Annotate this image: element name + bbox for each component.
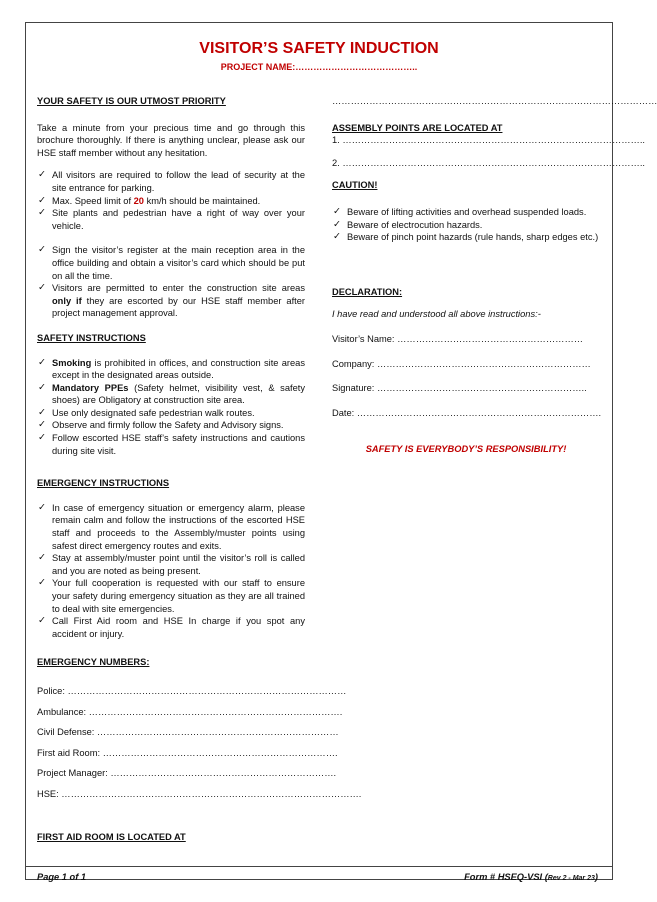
visitor-rules-list	[37, 244, 305, 320]
company-field: Company: ……………………………………………………………	[332, 358, 591, 369]
check-icon: ✓	[38, 381, 46, 393]
list-item: ✓ Follow escorted HSE staff’s safety instructions and cautions during site visit.	[38, 432, 305, 456]
general-rules-list	[37, 169, 305, 232]
check-icon: ✓	[38, 552, 46, 564]
form-number: Form # HSEQ-VSI (Rev 2 - Mar 23)	[464, 872, 598, 882]
visitor-name-field: Visitor’s Name: ……………………………………………………	[332, 333, 584, 344]
right-column	[332, 95, 657, 456]
list-item: ✓ Use only designated safe pedestrian walk routes.	[38, 406, 255, 418]
check-icon: ✓	[38, 169, 46, 181]
assembly-heading: ASSEMBLY POINTS ARE LOCATED AT	[332, 122, 503, 133]
check-icon: ✓	[38, 207, 46, 219]
numbers-heading: EMERGENCY NUMBERS:	[37, 657, 150, 668]
police-field: Police: ………………………………………………………………………………	[37, 685, 347, 696]
safety-heading: SAFETY INSTRUCTIONS	[37, 332, 146, 343]
check-icon: ✓	[38, 194, 46, 206]
list-item: ✓ Stay at assembly/muster point until the visitor’s roll is called and you are noted as being present.	[38, 552, 305, 576]
list-item: ✓ Beware of lifting activities and overhead suspended loads.	[333, 205, 587, 217]
check-icon: ✓	[38, 432, 46, 444]
first-aid-heading: FIRST AID ROOM IS LOCATED AT	[37, 831, 186, 842]
check-icon: ✓	[38, 406, 46, 418]
list-item: ✓ Beware of pinch point hazards (rule hands, sharp edges etc.)	[333, 231, 599, 243]
check-icon: ✓	[38, 501, 46, 513]
civil-defense-field: Civil Defense: ……………………………………………………………………	[37, 727, 339, 738]
declaration-heading: DECLARATION:	[332, 286, 403, 297]
assembly-point-1: 1. ……………………………………………………………………………………..	[332, 135, 646, 146]
list-item: ✓ Observe and firmly follow the Safety and Advisory signs.	[38, 419, 284, 431]
list-item: ✓ Mandatory PPEs (Safety helmet, visibility vest, & safety shoes) are Obligatory at construction site area.	[38, 381, 305, 406]
assembly-point-2: 2. ……………………………………………………………………………………..	[332, 157, 646, 168]
list-item: ✓ Sign the visitor’s register at the main reception area in the office building and obtain a visitor’s card which should be put on all the time.	[38, 244, 305, 281]
intro-paragraph: Take a minute from your precious time and go through this brochure thoroughly. If there is anything unclear, please ask our HSE staff member without any hesitation.	[37, 122, 305, 158]
revision: Rev 2 - Mar 23	[547, 875, 595, 882]
list-item: ✓ All visitors are required to follow the lead of security at the site entrance for parking.	[38, 169, 305, 193]
emergency-heading: EMERGENCY INSTRUCTIONS	[37, 478, 170, 489]
page-number: Page 1 of 1	[37, 872, 87, 882]
document-title: VISITOR’S SAFETY INDUCTION	[199, 40, 439, 57]
speed-limit-value: 20	[133, 195, 144, 206]
list-item: ✓ In case of emergency situation or emergency alarm, please remain calm and follow the instructions of the escorted HSE staff and proceeds to the Assembly/muster points using safest direct emergency routes and exits.	[38, 501, 305, 551]
check-icon: ✓	[333, 231, 341, 243]
date-field: Date: …………………………………………………………………….	[332, 407, 602, 418]
check-icon: ✓	[38, 356, 46, 368]
declaration-text: I have read and understood all above instructions:-	[332, 309, 541, 320]
first-aid-location-line: ……………………………………………………………………………………………	[332, 96, 657, 106]
list-item: ✓ Visitors are permitted to enter the construction site areas only if they are escorted by our HSE staff member after project management approval.	[38, 282, 305, 319]
hse-field: HSE: …………………………………………………………………………………….	[37, 788, 362, 799]
first-aid-room-field: First aid Room: ………………………………………………………………….	[37, 747, 338, 758]
caution-list	[332, 206, 600, 244]
footer-divider	[25, 866, 613, 867]
check-icon: ✓	[38, 244, 46, 256]
project-manager-field: Project Manager: ……………………………………………………………….	[37, 768, 337, 779]
check-icon: ✓	[333, 218, 341, 230]
signature-field: Signature: …………………………………………………………..	[332, 383, 587, 394]
check-icon: ✓	[38, 615, 46, 627]
list-item: ✓ Beware of electrocution hazards.	[333, 218, 483, 230]
priority-heading: YOUR SAFETY IS OUR UTMOST PRIORITY	[37, 96, 226, 106]
project-name: PROJECT NAME:…………………………………..	[220, 62, 418, 72]
list-item: ✓ Max. Speed limit of 20 km/h should be maintained.	[38, 194, 261, 206]
ambulance-field: Ambulance: ……………………………………………………………………….	[37, 706, 343, 717]
check-icon: ✓	[38, 282, 46, 294]
check-icon: ✓	[333, 205, 341, 217]
check-icon: ✓	[38, 419, 46, 431]
list-item: ✓ Site plants and pedestrian have a right of way over your vehicle.	[38, 207, 305, 231]
safety-slogan: SAFETY IS EVERYBODY’S RESPONSIBILITY!	[365, 444, 567, 455]
list-item: ✓ Call First Aid room and HSE In charge if you spot any accident or injury.	[38, 615, 305, 639]
left-column	[37, 95, 362, 843]
safety-list	[37, 357, 305, 458]
caution-heading: CAUTION!	[332, 180, 378, 191]
emergency-list	[37, 502, 305, 641]
check-icon: ✓	[38, 577, 46, 589]
list-item: ✓ Your full cooperation is requested with our staff to ensure your safety during emergency situation as they are all trained to deal with site emergencies.	[38, 577, 305, 614]
list-item: ✓ Smoking is prohibited in offices, and construction site areas except in the designated areas outside.	[38, 356, 305, 381]
